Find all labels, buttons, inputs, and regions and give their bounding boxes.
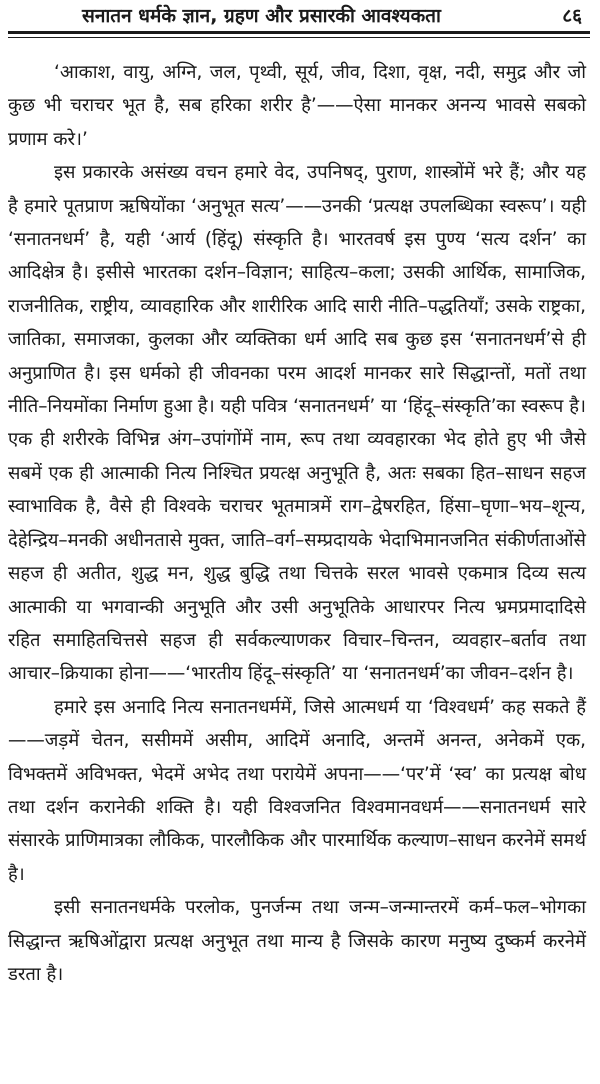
paragraph-vishva-dharma: हमारे इस अनादि नित्य सनातनधर्ममें, जिसे आत्मधर्म या ‘विश्वधर्म’ कह सकते हैं——जड़में चेतन, ससीममें असीम, आदिमें अनादि, अन्तमें अनन्त, अनेकमें एक, विभक्तमें अविभक्त, भेदमें अभेद तथा परायेमें अपना——‘पर’में ‘स्व’ का प्रत्यक्ष बोध तथा दर्शन करानेकी शक्ति है। यही विश्वजनित विश्वमानवधर्म——सनातनधर्म सारे संसारके प्राणिमात्रका लौकिक, पारलौकिक और पारमार्थिक कल्याण–साधन करनेमें समर्थ है। [8, 696, 586, 885]
page-number: ८६ [562, 5, 582, 27]
header-rule-thick [8, 31, 590, 34]
page-header [8, 2, 590, 28]
paragraph-sanatan-dharma: इस प्रकारके असंख्य वचन हमारे वेद, उपनिषद्, पुराण, शास्त्रोंमें भरे हैं; और यह है हमारे पूतप्राण ऋषियोंका ‘अनुभूत सत्य’——उनकी ‘प्रत्यक्ष उपलब्धिका स्वरूप’। यही ‘सनातनधर्म’ है, यही ‘आर्य (हिंदू) संस्कृति है। भारतवर्ष इस पुण्य ‘सत्य दर्शन’ का आदिक्षेत्र है। इसीसे भारतका दर्शन–विज्ञान; साहित्य–कला; उसकी आर्थिक, सामाजिक, राजनीतिक, राष्ट्रीय, व्यावहारिक और शारीरिक आदि सारी नीति–पद्धतियाँ; उसके राष्ट्रका, जातिका, समाजका, कुलका और व्यक्तिका धर्म आदि सब कुछ इस ‘सनातनधर्म’से ही अनुप्राणित है। इस धर्मको ही जीवनका परम आदर्श मानकर सारे सिद्धान्तों, मतों तथा नीति–नियमोंका निर्माण हुआ है। यही पवित्र ‘सनातनधर्म’ या ‘हिंदू–संस्कृति’का स्वरूप है। एक ही शरीरके विभिन्न अंग–उपांगोंमें नाम, रूप तथा व्यवहारका भेद होते हुए भी जैसे सबमें एक ही आत्माकी नित्य निश्चित प्रयत्क्ष अनुभूति है, अतः सबका हित–साधन सहज स्वाभाविक है, वैसे ही विश्वके चराचर भूतमात्रमें राग–द्वेषरहित, हिंसा–घृणा–भय–शून्य, देहेन्द्रिय–मनकी अधीनतासे मुक्त, जाति–वर्ग–सम्प्रदायके भेदाभिमानजनित संकीर्णताओंसे सहज ही अतीत, शुद्ध मन, शुद्ध बुद्धि तथा चित्तके सरल भावसे एकमात्र दिव्य सत्य आत्माकी या भगवान्की अनुभूति और उसी अनुभूतिके आधारपर नित्य भ्रमप्रमादादिसे रहित समाहितचित्तसे सहज ही सर्वकल्याणकर विचार–चिन्तन, व्यवहार–बर्ताव तथा आचार–क्रियाका होना——‘भारतीय हिंदू–संस्कृति’ या ‘सनातनधर्म’का जीवन–दर्शन है। [8, 162, 586, 685]
body-text [8, 56, 586, 991]
running-title: सनातन धर्मके ज्ञान, ग्रहण और प्रसारकी आवश्यकता [82, 5, 441, 27]
paragraph-quote: ‘आकाश, वायु, अग्नि, जल, पृथ्वी, सूर्य, जीव, दिशा, वृक्ष, नदी, समुद्र और जो कुछ भी चराचर भूत है, सब हरिका शरीर है’——ऐसा मानकर अनन्य भावसे सबको प्रणाम करे।’ [8, 62, 586, 150]
paragraph-karma-phala: इसी सनातनधर्मके परलोक, पुनर्जन्म तथा जन्म–जन्मान्तरमें कर्म–फल–भोगका सिद्धान्त ऋषिओंद्वारा प्रत्यक्ष अनुभूत तथा मान्य है जिसके कारण मनुष्य दुष्कर्म करनेमें डरता है। [8, 897, 586, 985]
header-rule-thin [8, 37, 590, 38]
